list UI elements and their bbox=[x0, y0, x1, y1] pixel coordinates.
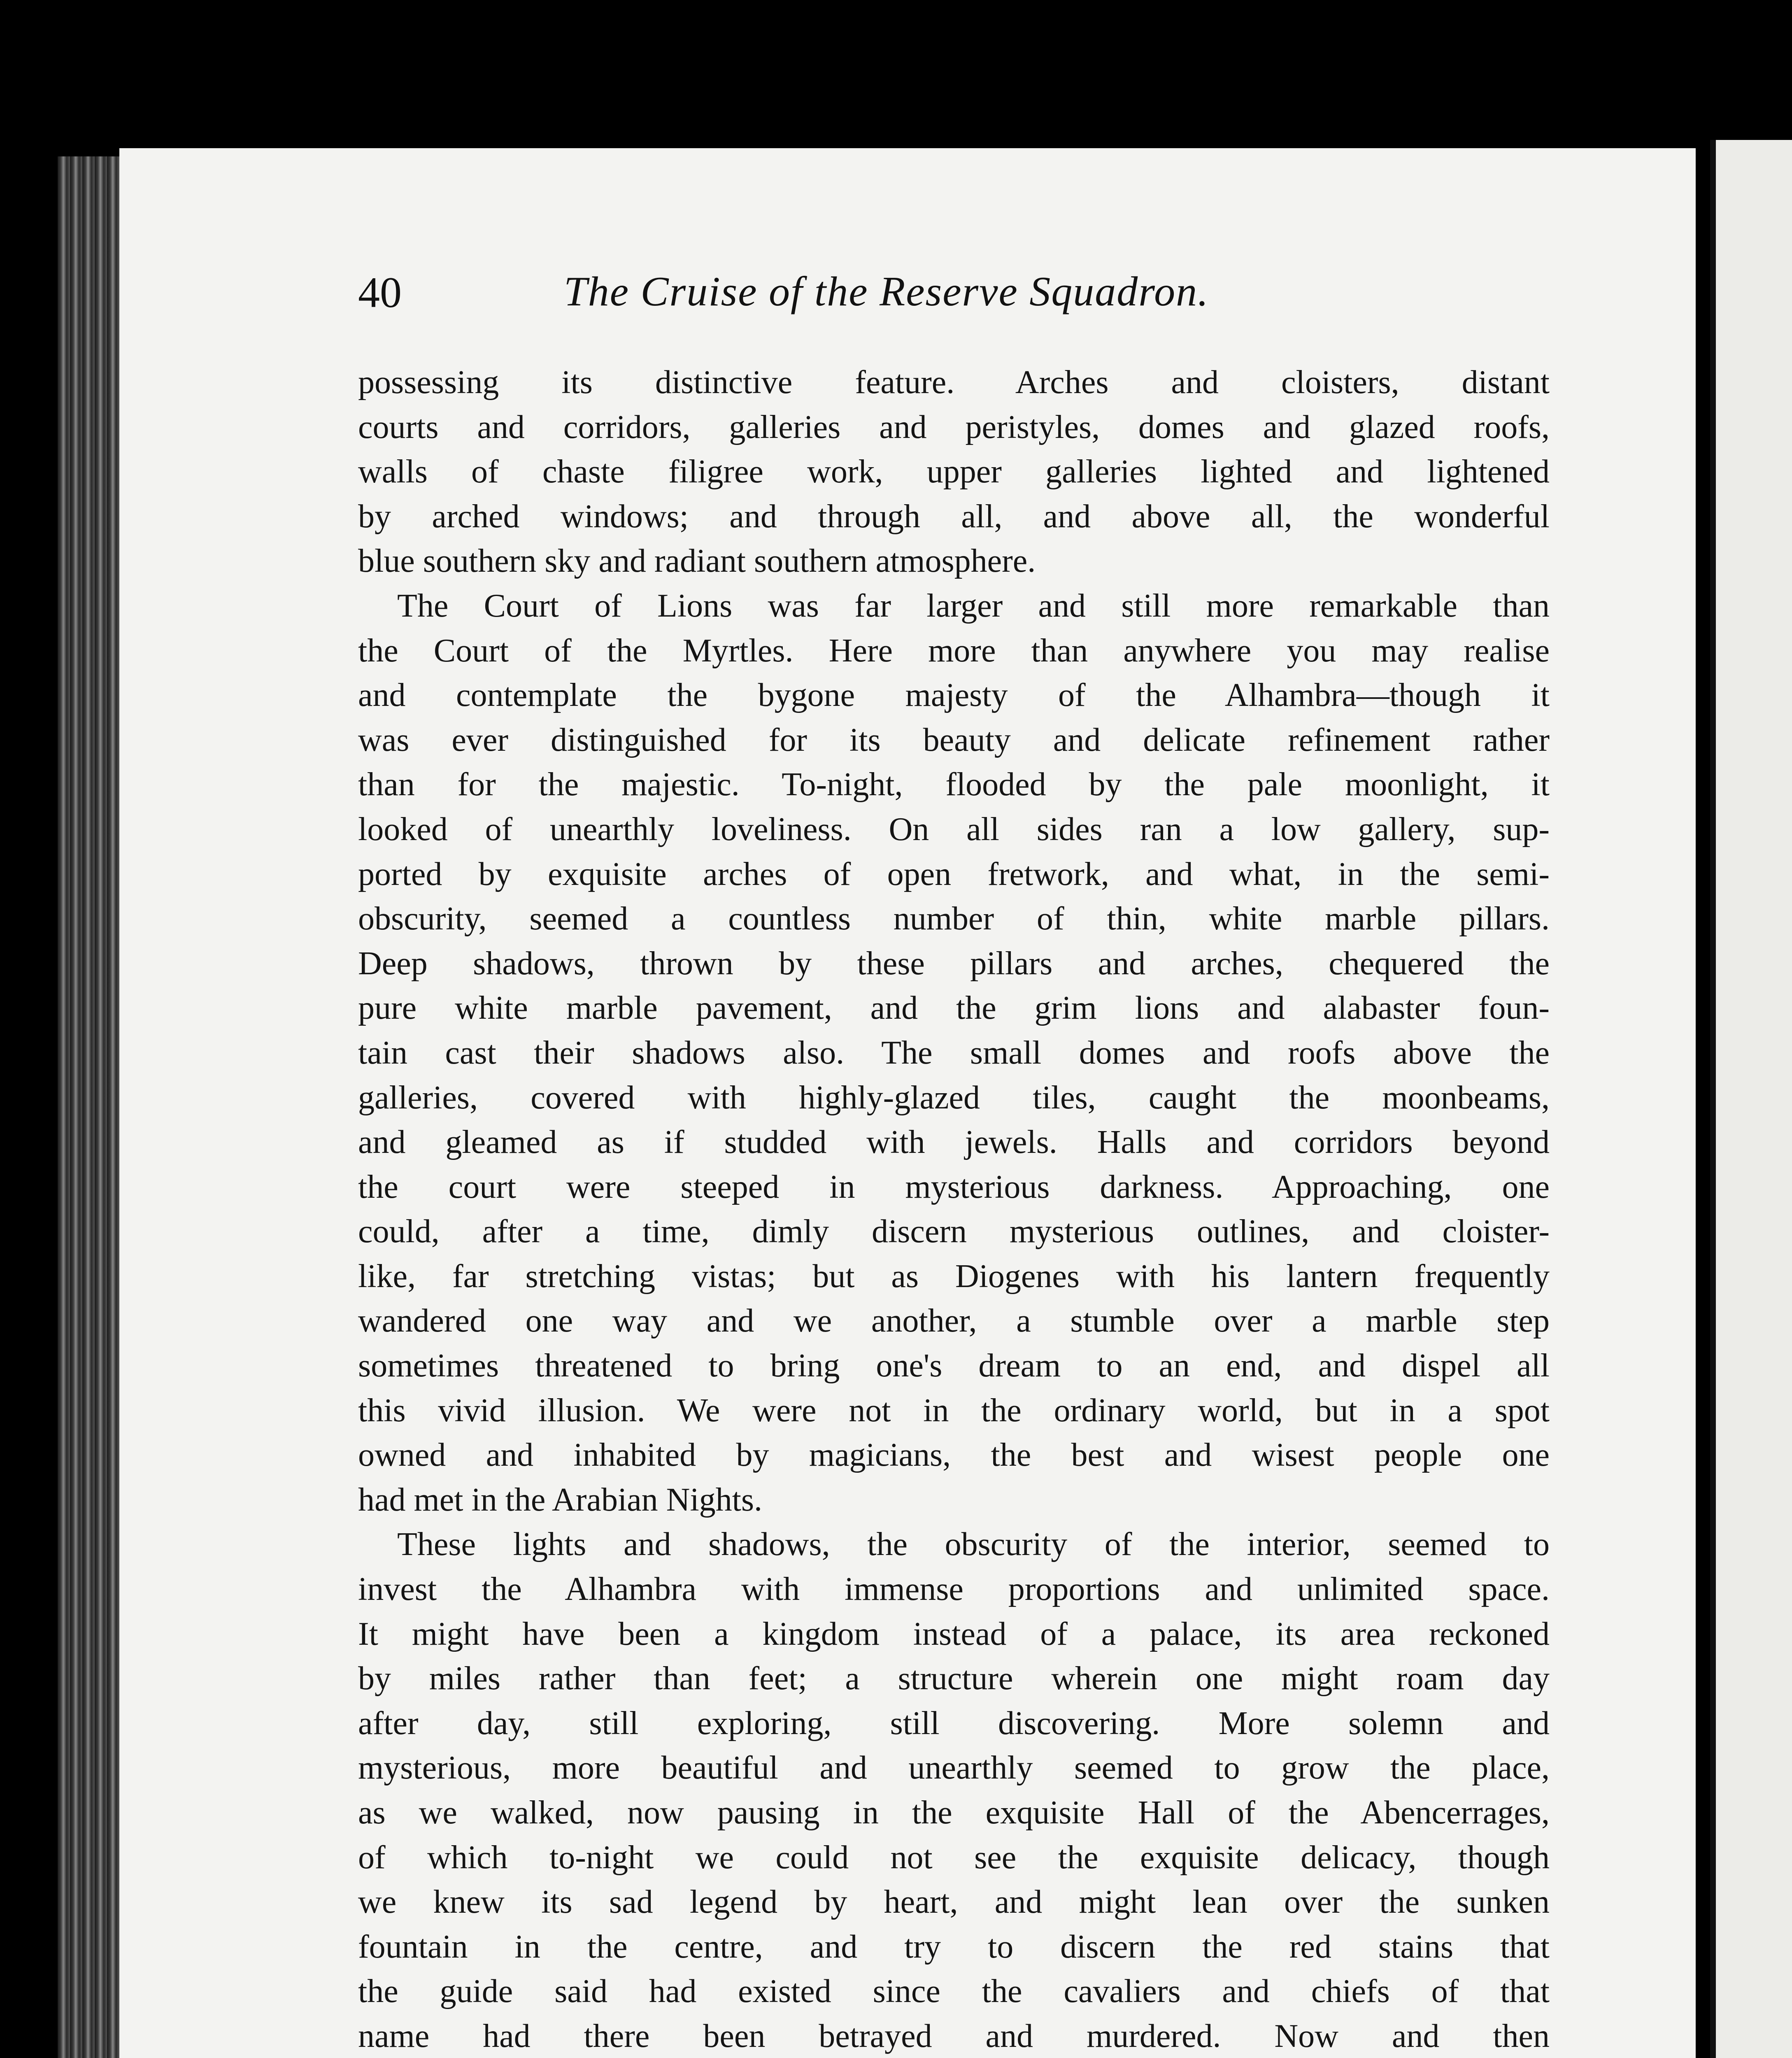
text-line: courts and corridors, galleries and peristyles, domes and glazed roofs, bbox=[358, 409, 1550, 445]
text-line: this vivid illusion. We were not in the ordinary world, but in a spot bbox=[358, 1392, 1550, 1429]
adjacent-page-edge bbox=[1710, 140, 1792, 2058]
text-line: by arched windows; and through all, and above all, the wonderful bbox=[358, 498, 1550, 535]
text-line: pure white marble pavement, and the grim lions and alabaster foun- bbox=[358, 990, 1550, 1027]
text-line: blue southern sky and radiant southern atmosphere. bbox=[358, 543, 1036, 580]
text-line: like, far stretching vistas; but as Diogenes with his lantern frequently bbox=[358, 1258, 1550, 1294]
text-line: name had there been betrayed and murdered. Now and then bbox=[358, 2018, 1550, 2054]
text-line: after day, still exploring, still discovering. More solemn and bbox=[358, 1705, 1550, 1741]
text-line: sometimes threatened to bring one's dream to an end, and dispel all bbox=[358, 1348, 1550, 1384]
text-line: could, after a time, dimly discern mysterious outlines, and cloister- bbox=[358, 1213, 1550, 1250]
text-line: the Court of the Myrtles. Here more than anywhere you may realise bbox=[358, 632, 1550, 669]
text-line: Deep shadows, thrown by these pillars and arches, chequered the bbox=[358, 945, 1550, 982]
text-line: tain cast their shadows also. The small domes and roofs above the bbox=[358, 1034, 1550, 1071]
body-text bbox=[358, 360, 1550, 2058]
text-line: galleries, covered with highly-glazed tiles, caught the moonbeams, bbox=[358, 1079, 1550, 1116]
text-line: mysterious, more beautiful and unearthly seemed to grow the place, bbox=[358, 1750, 1550, 1786]
text-line: walls of chaste filigree work, upper galleries lighted and lightened bbox=[358, 454, 1550, 490]
text-line: owned and inhabited by magicians, the best and wisest people one bbox=[358, 1437, 1550, 1474]
text-line: than for the majestic. To-night, flooded by the pale moonlight, it bbox=[358, 766, 1550, 803]
page-number: 40 bbox=[358, 268, 402, 317]
text-line: looked of unearthly loveliness. On all sides ran a low gallery, sup- bbox=[358, 811, 1550, 847]
text-line: the court were steeped in mysterious darkness. Approaching, one bbox=[358, 1169, 1550, 1205]
running-title: The Cruise of the Reserve Squadron. bbox=[564, 268, 1209, 315]
text-line: obscurity, seemed a countless number of thin, white marble pillars. bbox=[358, 901, 1550, 937]
text-line: wandered one way and we another, a stumble over a marble step bbox=[358, 1303, 1550, 1339]
text-line: The Court of Lions was far larger and still more remarkable than bbox=[397, 587, 1550, 624]
text-line: It might have been a kingdom instead of a palace, its area reckoned bbox=[358, 1616, 1550, 1652]
text-line: and contemplate the bygone majesty of the Alhambra—though it bbox=[358, 677, 1550, 714]
text-line: was ever distinguished for its beauty and delicate refinement rather bbox=[358, 722, 1550, 758]
text-line: by miles rather than feet; a structure wherein one might roam day bbox=[358, 1660, 1550, 1697]
text-line: of which to-night we could not see the exquisite delicacy, though bbox=[358, 1839, 1550, 1876]
text-line: had met in the Arabian Nights. bbox=[358, 1481, 763, 1518]
text-line: the guide said had existed since the cavaliers and chiefs of that bbox=[358, 1973, 1550, 2010]
text-line: possessing its distinctive feature. Arches and cloisters, distant bbox=[358, 364, 1550, 400]
text-line: as we walked, now pausing in the exquisite Hall of the Abencerrages, bbox=[358, 1795, 1550, 1831]
book-spine-edge bbox=[58, 156, 119, 2058]
text-line: fountain in the centre, and try to discern the red stains that bbox=[358, 1928, 1550, 1965]
text-line: we knew its sad legend by heart, and might lean over the sunken bbox=[358, 1884, 1550, 1921]
text-line: ported by exquisite arches of open fretwork, and what, in the semi- bbox=[358, 856, 1550, 892]
text-line: These lights and shadows, the obscurity of the interior, seemed to bbox=[397, 1526, 1550, 1563]
running-head bbox=[358, 268, 1564, 325]
text-line: and gleamed as if studded with jewels. Halls and corridors beyond bbox=[358, 1124, 1550, 1161]
text-line: invest the Alhambra with immense proportions and unlimited space. bbox=[358, 1571, 1550, 1608]
